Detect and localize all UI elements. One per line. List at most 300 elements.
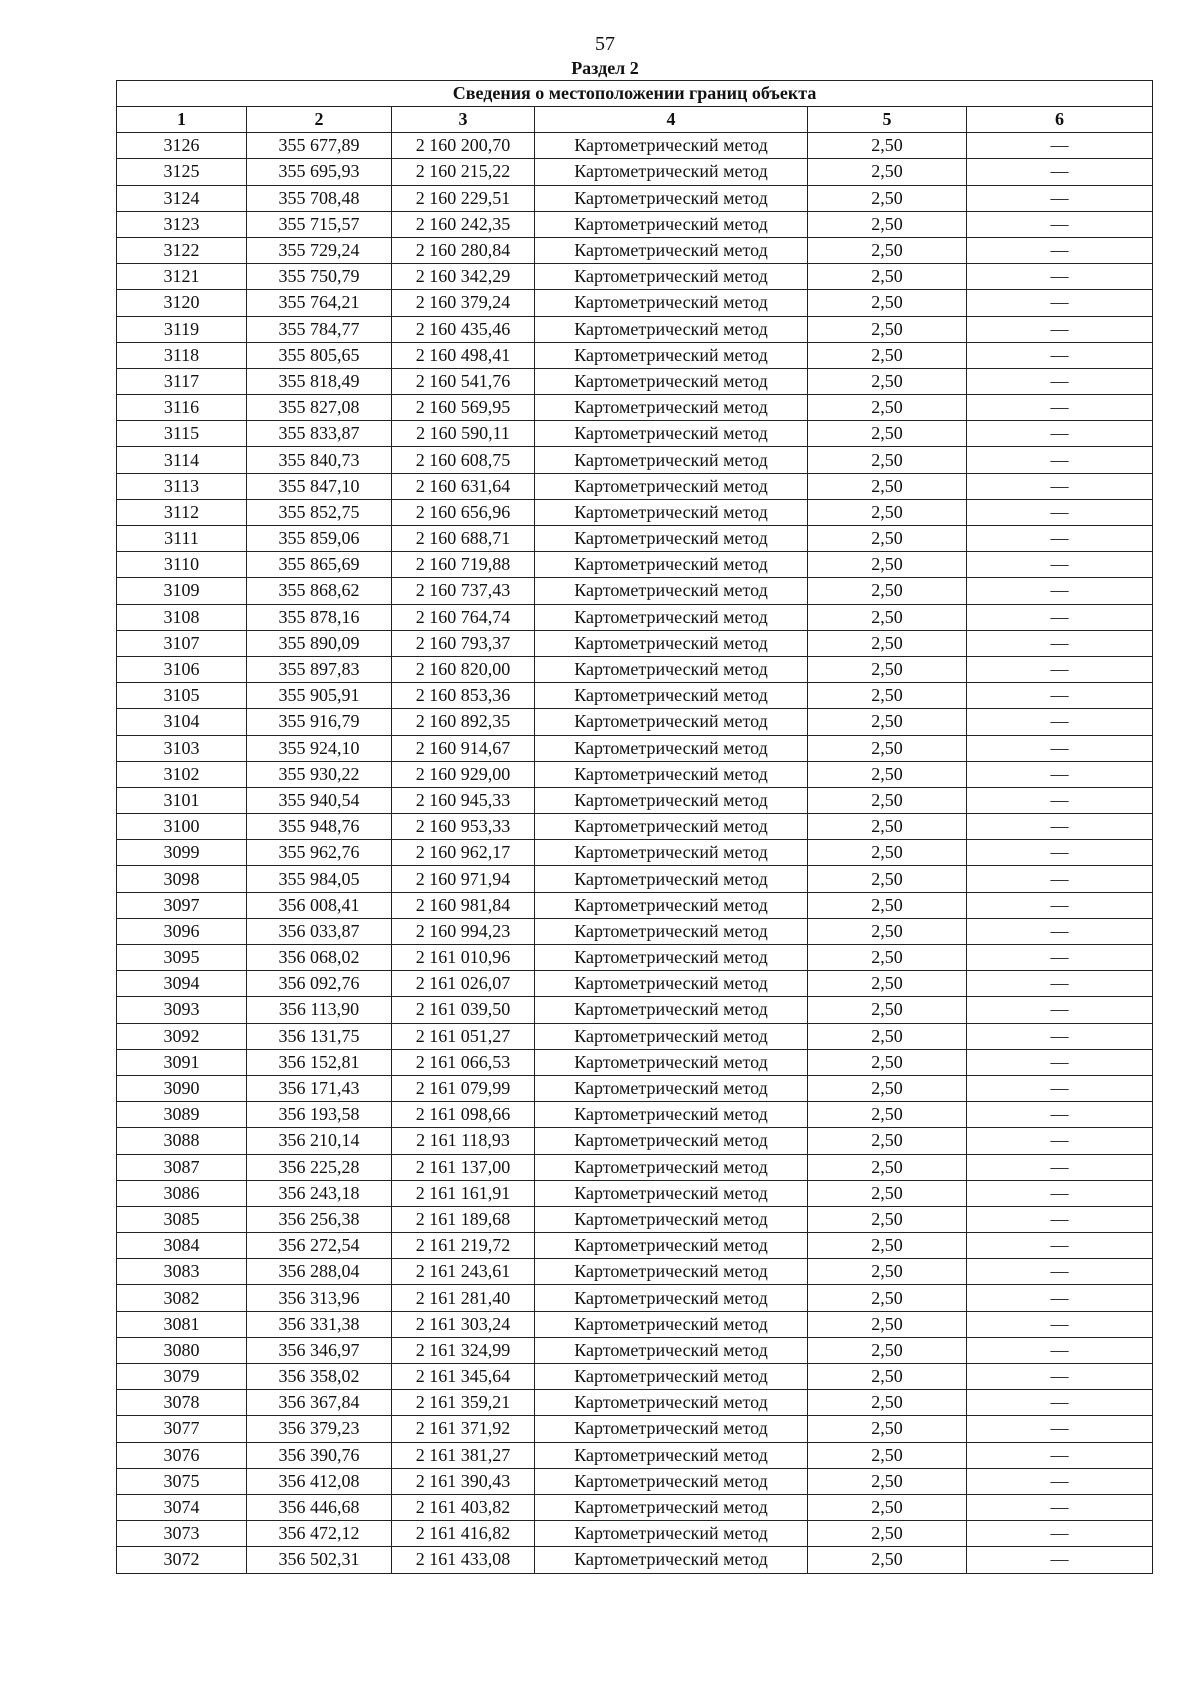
x-coordinate-cell: 355 897,83 xyxy=(247,656,392,682)
accuracy-cell: 2,50 xyxy=(808,709,967,735)
description-cell: — xyxy=(967,1337,1153,1363)
column-header-1: 1 xyxy=(117,107,247,133)
method-cell: Картометрический метод xyxy=(535,866,808,892)
point-number-cell: 3124 xyxy=(117,185,247,211)
description-cell: — xyxy=(967,1180,1153,1206)
method-cell: Картометрический метод xyxy=(535,1364,808,1390)
description-cell: — xyxy=(967,814,1153,840)
table-row xyxy=(117,1494,1153,1520)
table-row xyxy=(117,185,1153,211)
table-row xyxy=(117,840,1153,866)
table-row xyxy=(117,159,1153,185)
point-number-cell: 3077 xyxy=(117,1416,247,1442)
description-cell: — xyxy=(967,578,1153,604)
x-coordinate-cell: 356 390,76 xyxy=(247,1442,392,1468)
y-coordinate-cell: 2 161 039,50 xyxy=(392,997,535,1023)
description-cell: — xyxy=(967,264,1153,290)
description-cell: — xyxy=(967,630,1153,656)
y-coordinate-cell: 2 161 359,21 xyxy=(392,1390,535,1416)
x-coordinate-cell: 356 193,58 xyxy=(247,1102,392,1128)
description-cell: — xyxy=(967,133,1153,159)
table-row xyxy=(117,1311,1153,1337)
point-number-cell: 3103 xyxy=(117,735,247,761)
x-coordinate-cell: 355 715,57 xyxy=(247,211,392,237)
description-cell: — xyxy=(967,1049,1153,1075)
accuracy-cell: 2,50 xyxy=(808,421,967,447)
y-coordinate-cell: 2 161 118,93 xyxy=(392,1128,535,1154)
description-cell: — xyxy=(967,1154,1153,1180)
description-cell: — xyxy=(967,1023,1153,1049)
x-coordinate-cell: 355 868,62 xyxy=(247,578,392,604)
x-coordinate-cell: 355 729,24 xyxy=(247,237,392,263)
point-number-cell: 3105 xyxy=(117,683,247,709)
table-row xyxy=(117,1468,1153,1494)
table-row xyxy=(117,342,1153,368)
y-coordinate-cell: 2 160 719,88 xyxy=(392,552,535,578)
x-coordinate-cell: 356 346,97 xyxy=(247,1337,392,1363)
method-cell: Картометрический метод xyxy=(535,1023,808,1049)
description-cell: — xyxy=(967,342,1153,368)
table-row xyxy=(117,1233,1153,1259)
x-coordinate-cell: 355 852,75 xyxy=(247,499,392,525)
point-number-cell: 3126 xyxy=(117,133,247,159)
accuracy-cell: 2,50 xyxy=(808,237,967,263)
column-header-3: 3 xyxy=(392,107,535,133)
y-coordinate-cell: 2 161 137,00 xyxy=(392,1154,535,1180)
x-coordinate-cell: 356 367,84 xyxy=(247,1390,392,1416)
point-number-cell: 3110 xyxy=(117,552,247,578)
method-cell: Картометрический метод xyxy=(535,945,808,971)
description-cell: — xyxy=(967,185,1153,211)
point-number-cell: 3088 xyxy=(117,1128,247,1154)
accuracy-cell: 2,50 xyxy=(808,578,967,604)
x-coordinate-cell: 355 708,48 xyxy=(247,185,392,211)
accuracy-cell: 2,50 xyxy=(808,1049,967,1075)
table-row xyxy=(117,1154,1153,1180)
x-coordinate-cell: 356 171,43 xyxy=(247,1075,392,1101)
table-row xyxy=(117,447,1153,473)
table-row xyxy=(117,133,1153,159)
method-cell: Картометрический метод xyxy=(535,1233,808,1259)
description-cell: — xyxy=(967,683,1153,709)
x-coordinate-cell: 356 446,68 xyxy=(247,1494,392,1520)
description-cell: — xyxy=(967,997,1153,1023)
y-coordinate-cell: 2 161 345,64 xyxy=(392,1364,535,1390)
accuracy-cell: 2,50 xyxy=(808,735,967,761)
point-number-cell: 3095 xyxy=(117,945,247,971)
description-cell: — xyxy=(967,1128,1153,1154)
boundary-coordinates-table xyxy=(116,80,1153,1574)
x-coordinate-cell: 355 890,09 xyxy=(247,630,392,656)
y-coordinate-cell: 2 160 971,94 xyxy=(392,866,535,892)
section-title: Раздел 2 xyxy=(571,58,639,78)
point-number-cell: 3081 xyxy=(117,1311,247,1337)
method-cell: Картометрический метод xyxy=(535,918,808,944)
y-coordinate-cell: 2 160 914,67 xyxy=(392,735,535,761)
method-cell: Картометрический метод xyxy=(535,997,808,1023)
y-coordinate-cell: 2 160 656,96 xyxy=(392,499,535,525)
table-row xyxy=(117,1285,1153,1311)
x-coordinate-cell: 355 865,69 xyxy=(247,552,392,578)
description-cell: — xyxy=(967,316,1153,342)
accuracy-cell: 2,50 xyxy=(808,892,967,918)
table-row xyxy=(117,814,1153,840)
table-row xyxy=(117,604,1153,630)
description-cell: — xyxy=(967,945,1153,971)
accuracy-cell: 2,50 xyxy=(808,526,967,552)
table-row xyxy=(117,1102,1153,1128)
y-coordinate-cell: 2 160 200,70 xyxy=(392,133,535,159)
point-number-cell: 3094 xyxy=(117,971,247,997)
method-cell: Картометрический метод xyxy=(535,1128,808,1154)
table-row xyxy=(117,1259,1153,1285)
y-coordinate-cell: 2 160 994,23 xyxy=(392,918,535,944)
accuracy-cell: 2,50 xyxy=(808,1468,967,1494)
point-number-cell: 3078 xyxy=(117,1390,247,1416)
description-cell: — xyxy=(967,971,1153,997)
accuracy-cell: 2,50 xyxy=(808,761,967,787)
y-coordinate-cell: 2 161 403,82 xyxy=(392,1494,535,1520)
y-coordinate-cell: 2 160 608,75 xyxy=(392,447,535,473)
description-cell: — xyxy=(967,1259,1153,1285)
y-coordinate-cell: 2 160 631,64 xyxy=(392,473,535,499)
point-number-cell: 3097 xyxy=(117,892,247,918)
point-number-cell: 3112 xyxy=(117,499,247,525)
description-cell: — xyxy=(967,1075,1153,1101)
method-cell: Картометрический метод xyxy=(535,1075,808,1101)
method-cell: Картометрический метод xyxy=(535,290,808,316)
method-cell: Картометрический метод xyxy=(535,1311,808,1337)
point-number-cell: 3108 xyxy=(117,604,247,630)
y-coordinate-cell: 2 161 051,27 xyxy=(392,1023,535,1049)
y-coordinate-cell: 2 160 793,37 xyxy=(392,630,535,656)
point-number-cell: 3118 xyxy=(117,342,247,368)
accuracy-cell: 2,50 xyxy=(808,264,967,290)
x-coordinate-cell: 355 878,16 xyxy=(247,604,392,630)
x-coordinate-cell: 356 113,90 xyxy=(247,997,392,1023)
x-coordinate-cell: 355 833,87 xyxy=(247,421,392,447)
point-number-cell: 3089 xyxy=(117,1102,247,1128)
method-cell: Картометрический метод xyxy=(535,159,808,185)
method-cell: Картометрический метод xyxy=(535,1259,808,1285)
method-cell: Картометрический метод xyxy=(535,1521,808,1547)
accuracy-cell: 2,50 xyxy=(808,1547,967,1573)
point-number-cell: 3086 xyxy=(117,1180,247,1206)
table-row xyxy=(117,1416,1153,1442)
description-cell: — xyxy=(967,840,1153,866)
accuracy-cell: 2,50 xyxy=(808,1285,967,1311)
table-body xyxy=(117,133,1153,1573)
method-cell: Картометрический метод xyxy=(535,499,808,525)
table-row xyxy=(117,421,1153,447)
method-cell: Картометрический метод xyxy=(535,709,808,735)
method-cell: Картометрический метод xyxy=(535,1049,808,1075)
accuracy-cell: 2,50 xyxy=(808,1442,967,1468)
method-cell: Картометрический метод xyxy=(535,630,808,656)
x-coordinate-cell: 356 272,54 xyxy=(247,1233,392,1259)
accuracy-cell: 2,50 xyxy=(808,1494,967,1520)
description-cell: — xyxy=(967,787,1153,813)
point-number-cell: 3117 xyxy=(117,368,247,394)
method-cell: Картометрический метод xyxy=(535,552,808,578)
point-number-cell: 3106 xyxy=(117,656,247,682)
description-cell: — xyxy=(967,735,1153,761)
table-row xyxy=(117,1049,1153,1075)
method-cell: Картометрический метод xyxy=(535,656,808,682)
column-header-6: 6 xyxy=(967,107,1153,133)
x-coordinate-cell: 355 916,79 xyxy=(247,709,392,735)
x-coordinate-cell: 356 256,38 xyxy=(247,1206,392,1232)
y-coordinate-cell: 2 161 066,53 xyxy=(392,1049,535,1075)
accuracy-cell: 2,50 xyxy=(808,1180,967,1206)
point-number-cell: 3116 xyxy=(117,395,247,421)
point-number-cell: 3109 xyxy=(117,578,247,604)
table-row xyxy=(117,630,1153,656)
method-cell: Картометрический метод xyxy=(535,1180,808,1206)
x-coordinate-cell: 355 940,54 xyxy=(247,787,392,813)
table-row xyxy=(117,499,1153,525)
method-cell: Картометрический метод xyxy=(535,447,808,473)
accuracy-cell: 2,50 xyxy=(808,1128,967,1154)
x-coordinate-cell: 355 764,21 xyxy=(247,290,392,316)
description-cell: — xyxy=(967,499,1153,525)
y-coordinate-cell: 2 161 189,68 xyxy=(392,1206,535,1232)
description-cell: — xyxy=(967,1390,1153,1416)
point-number-cell: 3120 xyxy=(117,290,247,316)
description-cell: — xyxy=(967,656,1153,682)
method-cell: Картометрический метод xyxy=(535,735,808,761)
method-cell: Картометрический метод xyxy=(535,342,808,368)
accuracy-cell: 2,50 xyxy=(808,211,967,237)
method-cell: Картометрический метод xyxy=(535,578,808,604)
accuracy-cell: 2,50 xyxy=(808,499,967,525)
description-cell: — xyxy=(967,1206,1153,1232)
method-cell: Картометрический метод xyxy=(535,237,808,263)
x-coordinate-cell: 355 924,10 xyxy=(247,735,392,761)
accuracy-cell: 2,50 xyxy=(808,552,967,578)
method-cell: Картометрический метод xyxy=(535,814,808,840)
x-coordinate-cell: 356 379,23 xyxy=(247,1416,392,1442)
y-coordinate-cell: 2 161 324,99 xyxy=(392,1337,535,1363)
y-coordinate-cell: 2 160 379,24 xyxy=(392,290,535,316)
point-number-cell: 3104 xyxy=(117,709,247,735)
method-cell: Картометрический метод xyxy=(535,1468,808,1494)
x-coordinate-cell: 355 930,22 xyxy=(247,761,392,787)
description-cell: — xyxy=(967,159,1153,185)
accuracy-cell: 2,50 xyxy=(808,342,967,368)
table-row xyxy=(117,211,1153,237)
point-number-cell: 3099 xyxy=(117,840,247,866)
y-coordinate-cell: 2 160 688,71 xyxy=(392,526,535,552)
table-row xyxy=(117,264,1153,290)
description-cell: — xyxy=(967,1494,1153,1520)
point-number-cell: 3073 xyxy=(117,1521,247,1547)
y-coordinate-cell: 2 160 929,00 xyxy=(392,761,535,787)
accuracy-cell: 2,50 xyxy=(808,447,967,473)
accuracy-cell: 2,50 xyxy=(808,1521,967,1547)
table-row xyxy=(117,1206,1153,1232)
table-row xyxy=(117,1547,1153,1573)
table-row xyxy=(117,1180,1153,1206)
table-caption-row xyxy=(117,81,1153,107)
method-cell: Картометрический метод xyxy=(535,211,808,237)
method-cell: Картометрический метод xyxy=(535,1154,808,1180)
method-cell: Картометрический метод xyxy=(535,264,808,290)
description-cell: — xyxy=(967,604,1153,630)
accuracy-cell: 2,50 xyxy=(808,185,967,211)
point-number-cell: 3100 xyxy=(117,814,247,840)
table-row xyxy=(117,1364,1153,1390)
point-number-cell: 3123 xyxy=(117,211,247,237)
accuracy-cell: 2,50 xyxy=(808,840,967,866)
description-cell: — xyxy=(967,709,1153,735)
table-row xyxy=(117,945,1153,971)
point-number-cell: 3113 xyxy=(117,473,247,499)
x-coordinate-cell: 356 358,02 xyxy=(247,1364,392,1390)
y-coordinate-cell: 2 161 433,08 xyxy=(392,1547,535,1573)
y-coordinate-cell: 2 160 541,76 xyxy=(392,368,535,394)
method-cell: Картометрический метод xyxy=(535,840,808,866)
method-cell: Картометрический метод xyxy=(535,473,808,499)
description-cell: — xyxy=(967,1521,1153,1547)
x-coordinate-cell: 356 092,76 xyxy=(247,971,392,997)
method-cell: Картометрический метод xyxy=(535,316,808,342)
column-header-5: 5 xyxy=(808,107,967,133)
page-number: 57 xyxy=(595,33,615,55)
point-number-cell: 3107 xyxy=(117,630,247,656)
accuracy-cell: 2,50 xyxy=(808,1102,967,1128)
table-row xyxy=(117,866,1153,892)
accuracy-cell: 2,50 xyxy=(808,630,967,656)
point-number-cell: 3125 xyxy=(117,159,247,185)
accuracy-cell: 2,50 xyxy=(808,604,967,630)
x-coordinate-cell: 356 502,31 xyxy=(247,1547,392,1573)
point-number-cell: 3075 xyxy=(117,1468,247,1494)
point-number-cell: 3122 xyxy=(117,237,247,263)
x-coordinate-cell: 355 847,10 xyxy=(247,473,392,499)
accuracy-cell: 2,50 xyxy=(808,1416,967,1442)
accuracy-cell: 2,50 xyxy=(808,918,967,944)
accuracy-cell: 2,50 xyxy=(808,866,967,892)
table-row xyxy=(117,237,1153,263)
point-number-cell: 3111 xyxy=(117,526,247,552)
y-coordinate-cell: 2 160 962,17 xyxy=(392,840,535,866)
accuracy-cell: 2,50 xyxy=(808,1337,967,1363)
method-cell: Картометрический метод xyxy=(535,1442,808,1468)
description-cell: — xyxy=(967,237,1153,263)
y-coordinate-cell: 2 160 737,43 xyxy=(392,578,535,604)
y-coordinate-cell: 2 161 371,92 xyxy=(392,1416,535,1442)
accuracy-cell: 2,50 xyxy=(808,133,967,159)
accuracy-cell: 2,50 xyxy=(808,787,967,813)
accuracy-cell: 2,50 xyxy=(808,473,967,499)
x-coordinate-cell: 356 472,12 xyxy=(247,1521,392,1547)
accuracy-cell: 2,50 xyxy=(808,1075,967,1101)
accuracy-cell: 2,50 xyxy=(808,1206,967,1232)
method-cell: Картометрический метод xyxy=(535,185,808,211)
x-coordinate-cell: 355 805,65 xyxy=(247,342,392,368)
method-cell: Картометрический метод xyxy=(535,526,808,552)
description-cell: — xyxy=(967,1416,1153,1442)
accuracy-cell: 2,50 xyxy=(808,971,967,997)
description-cell: — xyxy=(967,368,1153,394)
description-cell: — xyxy=(967,761,1153,787)
x-coordinate-cell: 355 750,79 xyxy=(247,264,392,290)
description-cell: — xyxy=(967,473,1153,499)
accuracy-cell: 2,50 xyxy=(808,1390,967,1416)
point-number-cell: 3076 xyxy=(117,1442,247,1468)
y-coordinate-cell: 2 160 820,00 xyxy=(392,656,535,682)
point-number-cell: 3114 xyxy=(117,447,247,473)
x-coordinate-cell: 356 008,41 xyxy=(247,892,392,918)
y-coordinate-cell: 2 161 390,43 xyxy=(392,1468,535,1494)
x-coordinate-cell: 355 905,91 xyxy=(247,683,392,709)
method-cell: Картометрический метод xyxy=(535,1285,808,1311)
y-coordinate-cell: 2 161 416,82 xyxy=(392,1521,535,1547)
table-row xyxy=(117,1075,1153,1101)
y-coordinate-cell: 2 161 381,27 xyxy=(392,1442,535,1468)
accuracy-cell: 2,50 xyxy=(808,945,967,971)
table-row xyxy=(117,1521,1153,1547)
table-row xyxy=(117,918,1153,944)
table-row xyxy=(117,1337,1153,1363)
description-cell: — xyxy=(967,395,1153,421)
point-number-cell: 3092 xyxy=(117,1023,247,1049)
y-coordinate-cell: 2 160 229,51 xyxy=(392,185,535,211)
point-number-cell: 3072 xyxy=(117,1547,247,1573)
method-cell: Картометрический метод xyxy=(535,604,808,630)
x-coordinate-cell: 355 695,93 xyxy=(247,159,392,185)
point-number-cell: 3091 xyxy=(117,1049,247,1075)
point-number-cell: 3082 xyxy=(117,1285,247,1311)
x-coordinate-cell: 356 288,04 xyxy=(247,1259,392,1285)
description-cell: — xyxy=(967,1547,1153,1573)
point-number-cell: 3102 xyxy=(117,761,247,787)
table-row xyxy=(117,1442,1153,1468)
y-coordinate-cell: 2 161 219,72 xyxy=(392,1233,535,1259)
accuracy-cell: 2,50 xyxy=(808,1364,967,1390)
description-cell: — xyxy=(967,447,1153,473)
method-cell: Картометрический метод xyxy=(535,133,808,159)
table-row xyxy=(117,1128,1153,1154)
description-cell: — xyxy=(967,1233,1153,1259)
method-cell: Картометрический метод xyxy=(535,761,808,787)
x-coordinate-cell: 356 313,96 xyxy=(247,1285,392,1311)
point-number-cell: 3074 xyxy=(117,1494,247,1520)
point-number-cell: 3079 xyxy=(117,1364,247,1390)
x-coordinate-cell: 355 840,73 xyxy=(247,447,392,473)
y-coordinate-cell: 2 160 764,74 xyxy=(392,604,535,630)
y-coordinate-cell: 2 160 892,35 xyxy=(392,709,535,735)
y-coordinate-cell: 2 160 569,95 xyxy=(392,395,535,421)
x-coordinate-cell: 355 859,06 xyxy=(247,526,392,552)
accuracy-cell: 2,50 xyxy=(808,997,967,1023)
column-header-4: 4 xyxy=(535,107,808,133)
x-coordinate-cell: 356 068,02 xyxy=(247,945,392,971)
description-cell: — xyxy=(967,866,1153,892)
y-coordinate-cell: 2 161 303,24 xyxy=(392,1311,535,1337)
method-cell: Картометрический метод xyxy=(535,787,808,813)
y-coordinate-cell: 2 160 498,41 xyxy=(392,342,535,368)
point-number-cell: 3090 xyxy=(117,1075,247,1101)
point-number-cell: 3096 xyxy=(117,918,247,944)
table-row xyxy=(117,971,1153,997)
y-coordinate-cell: 2 161 079,99 xyxy=(392,1075,535,1101)
table-row xyxy=(117,761,1153,787)
description-cell: — xyxy=(967,211,1153,237)
y-coordinate-cell: 2 161 281,40 xyxy=(392,1285,535,1311)
x-coordinate-cell: 355 677,89 xyxy=(247,133,392,159)
